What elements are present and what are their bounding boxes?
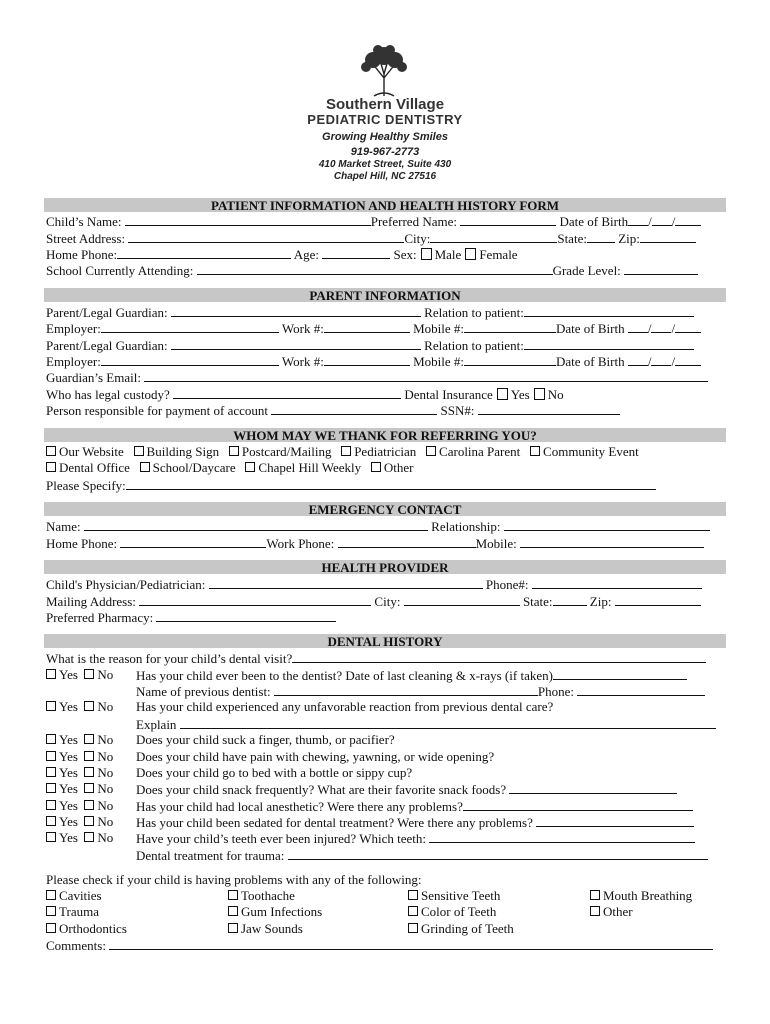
- preferred-name-field[interactable]: [460, 213, 556, 226]
- emergency-relationship-field[interactable]: [504, 518, 710, 531]
- row-explain: Explain: [136, 716, 716, 732]
- q4-no-checkbox[interactable]: [84, 751, 94, 761]
- q6-no-checkbox[interactable]: [84, 783, 94, 793]
- q7-yes-checkbox[interactable]: [46, 800, 56, 810]
- mobile2-field[interactable]: [464, 353, 556, 366]
- q9-field[interactable]: [429, 830, 695, 843]
- row-employer-1: Employer: Work #: Mobile #: Date of Birth / /: [46, 320, 701, 336]
- mailing-zip-field[interactable]: [615, 593, 701, 606]
- male-checkbox[interactable]: [421, 248, 432, 260]
- mouth-breathing-checkbox[interactable]: [590, 890, 600, 900]
- problem-orthodontics: Orthodontics: [46, 921, 127, 936]
- dob2-year-field[interactable]: [675, 353, 701, 366]
- row-please-specify: Please Specify:: [46, 477, 656, 493]
- please-specify-field[interactable]: [126, 477, 656, 490]
- prev-dentist-phone-field[interactable]: [577, 683, 705, 696]
- row-emergency-name: Name: Relationship:: [46, 518, 710, 534]
- mailing-city-field[interactable]: [404, 593, 520, 606]
- problem-sensitive: Sensitive Teeth: [408, 888, 500, 903]
- row-child-name: Child’s Name: Preferred Name: Date of Birth / /: [46, 213, 701, 229]
- guardian1-field[interactable]: [171, 304, 421, 317]
- q6-field[interactable]: [509, 781, 677, 794]
- q6-yes-checkbox[interactable]: [46, 783, 56, 793]
- section-patient: PATIENT INFORMATION AND HEALTH HISTORY FORM: [44, 198, 726, 212]
- section-provider: HEALTH PROVIDER: [44, 560, 726, 574]
- q8-yes-checkbox[interactable]: [46, 816, 56, 826]
- childs-name-field[interactable]: [125, 213, 371, 226]
- dob2-day-field[interactable]: [651, 353, 671, 366]
- ref-dental-office-checkbox[interactable]: [46, 462, 56, 472]
- clinic-subname: PEDIATRIC DENTISTRY: [307, 112, 463, 127]
- guardian2-field[interactable]: [171, 337, 421, 350]
- q7-field[interactable]: [463, 798, 693, 811]
- ref-other-checkbox[interactable]: [371, 462, 381, 472]
- custody-field[interactable]: [173, 386, 401, 399]
- clinic-address2: Chapel Hill, NC 27516: [333, 171, 437, 182]
- physician-field[interactable]: [209, 576, 483, 589]
- row-emergency-phones: Home Phone: Work Phone: Mobile:: [46, 535, 704, 551]
- q5-no-checkbox[interactable]: [84, 767, 94, 777]
- problems-heading: Please check if your child is having problems with any of the following:: [46, 872, 422, 887]
- emergency-home-phone-field[interactable]: [120, 535, 266, 548]
- comments-field[interactable]: [109, 937, 713, 950]
- dental-q9: Yes No Have your child’s teeth ever been injured? Which teeth:: [46, 830, 113, 845]
- problem-cavities: Cavities: [46, 888, 102, 903]
- dental-q6: Yes No Does your child snack frequently? What are their favorite snack foods?: [46, 781, 113, 796]
- ref-carolina-checkbox[interactable]: [426, 446, 436, 456]
- cavities-checkbox[interactable]: [46, 890, 56, 900]
- city-field[interactable]: [430, 230, 557, 243]
- dob1-day-field[interactable]: [651, 320, 671, 333]
- insurance-no-checkbox[interactable]: [534, 388, 545, 400]
- problem-jaw: Jaw Sounds: [228, 921, 303, 936]
- color-checkbox[interactable]: [408, 906, 418, 916]
- q5-yes-checkbox[interactable]: [46, 767, 56, 777]
- section-referral: WHOM MAY WE THANK FOR REFERRING YOU?: [44, 428, 726, 442]
- row-comments: Comments:: [46, 937, 713, 953]
- emergency-work-phone-field[interactable]: [338, 535, 476, 548]
- state-field[interactable]: [587, 230, 615, 243]
- q8-no-checkbox[interactable]: [84, 816, 94, 826]
- row-employer-2: Employer: Work #: Mobile #: Date of Birth / /: [46, 353, 701, 369]
- ref-building-checkbox[interactable]: [134, 446, 144, 456]
- problem-color: Color of Teeth: [408, 904, 496, 919]
- dental-q5: Yes No Does your child go to bed with a bottle or sippy cup?: [46, 765, 113, 780]
- grade-field[interactable]: [624, 262, 698, 275]
- clinic-phone: 919-967-2773: [350, 146, 420, 158]
- other-problem-checkbox[interactable]: [590, 906, 600, 916]
- clinic-name: Southern Village: [325, 96, 445, 113]
- mobile1-field[interactable]: [464, 320, 556, 333]
- dental-q8: Yes No Has your child been sedated for dental treatment? Were there any problems?: [46, 814, 113, 829]
- dental-q4: Yes No Does your child have pain with chewing, yawning, or wide opening?: [46, 749, 113, 764]
- q3-no-checkbox[interactable]: [84, 734, 94, 744]
- q9-no-checkbox[interactable]: [84, 832, 94, 842]
- relation2-field[interactable]: [524, 337, 694, 350]
- age-field[interactable]: [322, 246, 390, 259]
- guardian-email-field[interactable]: [144, 369, 708, 382]
- problem-toothache: Toothache: [228, 888, 295, 903]
- ref-website-checkbox[interactable]: [46, 446, 56, 456]
- referral-row-2: Dental Office School/Daycare Chapel Hill Weekly Other: [46, 460, 413, 475]
- q1-field[interactable]: [553, 667, 687, 680]
- mailing-state-field[interactable]: [553, 593, 587, 606]
- toothache-checkbox[interactable]: [228, 890, 238, 900]
- ref-postcard-checkbox[interactable]: [229, 446, 239, 456]
- dob-year-field[interactable]: [675, 213, 701, 226]
- ref-pediatrician-checkbox[interactable]: [341, 446, 351, 456]
- orthodontics-checkbox[interactable]: [46, 923, 56, 933]
- row-guardian-email: Guardian’s Email:: [46, 369, 708, 385]
- problem-trauma: Trauma: [46, 904, 99, 919]
- sensitive-checkbox[interactable]: [408, 890, 418, 900]
- ssn-field[interactable]: [478, 402, 620, 415]
- q2-yes-checkbox[interactable]: [46, 701, 56, 711]
- row-dental-trauma: Dental treatment for trauma:: [136, 847, 708, 863]
- dob1-year-field[interactable]: [675, 320, 701, 333]
- row-prev-dentist: Name of previous dentist: Phone:: [136, 683, 705, 699]
- row-responsible: Person responsible for payment of account SSN#:: [46, 402, 620, 418]
- dental-q3: Yes No Does your child suck a finger, thumb, or pacifier?: [46, 732, 113, 747]
- problem-grinding: Grinding of Teeth: [408, 921, 514, 936]
- row-home-phone: Home Phone: Age: Sex: Male Female: [46, 247, 518, 262]
- problem-gum: Gum Infections: [228, 904, 322, 919]
- row-custody: Who has legal custody? Dental Insurance Yes No: [46, 387, 564, 402]
- problem-mouth-breathing: Mouth Breathing: [590, 888, 692, 903]
- ref-school-checkbox[interactable]: [140, 462, 150, 472]
- ref-chapel-hill-checkbox[interactable]: [245, 462, 255, 472]
- dob1-month-field[interactable]: [628, 320, 648, 333]
- q1-no-checkbox[interactable]: [84, 669, 94, 679]
- problem-other: Other: [590, 904, 633, 919]
- q8-field[interactable]: [536, 814, 694, 827]
- zip-field[interactable]: [640, 230, 696, 243]
- prev-dentist-field[interactable]: [274, 683, 538, 696]
- emergency-mobile-field[interactable]: [520, 535, 704, 548]
- clinic-tagline: Growing Healthy Smiles: [322, 131, 448, 143]
- dob-month-field[interactable]: [628, 213, 648, 226]
- dob-day-field[interactable]: [652, 213, 672, 226]
- row-reason: What is the reason for your child’s dental visit?: [46, 650, 706, 666]
- row-guardian-2: Parent/Legal Guardian: Relation to patient:: [46, 337, 694, 353]
- dob2-month-field[interactable]: [628, 353, 648, 366]
- q3-yes-checkbox[interactable]: [46, 734, 56, 744]
- q7-no-checkbox[interactable]: [84, 800, 94, 810]
- q1-yes-checkbox[interactable]: [46, 669, 56, 679]
- row-pharmacy: Preferred Pharmacy:: [46, 609, 336, 625]
- mailing-field[interactable]: [139, 593, 371, 606]
- emergency-name-field[interactable]: [84, 518, 428, 531]
- reason-field[interactable]: [292, 650, 706, 663]
- female-checkbox[interactable]: [465, 248, 476, 260]
- section-dental: DENTAL HISTORY: [44, 634, 726, 648]
- physician-phone-field[interactable]: [532, 576, 702, 589]
- ref-community-checkbox[interactable]: [530, 446, 540, 456]
- gum-checkbox[interactable]: [228, 906, 238, 916]
- jaw-checkbox[interactable]: [228, 923, 238, 933]
- school-field[interactable]: [197, 262, 553, 275]
- work1-field[interactable]: [324, 320, 410, 333]
- dental-q2: Yes No Has your child experienced any unfavorable reaction from previous dental care?: [46, 699, 113, 714]
- street-field[interactable]: [128, 230, 404, 243]
- relation1-field[interactable]: [524, 304, 694, 317]
- q2-no-checkbox[interactable]: [84, 701, 94, 711]
- home-phone-field[interactable]: [117, 246, 291, 259]
- row-guardian-1: Parent/Legal Guardian: Relation to patient:: [46, 304, 694, 320]
- employer2-field[interactable]: [101, 353, 279, 366]
- responsible-field[interactable]: [271, 402, 437, 415]
- clinic-address1: 410 Market Street, Suite 430: [318, 159, 452, 170]
- row-street: Street Address: City: State: Zip:: [46, 230, 696, 246]
- dental-q1: Yes No Has your child ever been to the dentist? Date of last cleaning & x-rays (if taken): [46, 667, 113, 682]
- referral-row-1: Our Website Building Sign Postcard/Mailing Pediatrician Carolina Parent Community Event: [46, 444, 639, 459]
- insurance-yes-checkbox[interactable]: [497, 388, 508, 400]
- section-parent: PARENT INFORMATION: [44, 288, 726, 302]
- work2-field[interactable]: [324, 353, 410, 366]
- dental-q7: Yes No Has your child had local anesthetic? Were there any problems?: [46, 798, 113, 813]
- section-emergency: EMERGENCY CONTACT: [44, 502, 726, 516]
- row-mailing: Mailing Address: City: State: Zip:: [46, 593, 701, 609]
- explain-field[interactable]: [180, 716, 716, 729]
- q9-yes-checkbox[interactable]: [46, 832, 56, 842]
- dental-trauma-field[interactable]: [288, 847, 708, 860]
- row-physician: Child's Physician/Pediatrician: Phone#:: [46, 576, 702, 592]
- trauma-checkbox[interactable]: [46, 906, 56, 916]
- grinding-checkbox[interactable]: [408, 923, 418, 933]
- row-school: School Currently Attending: Grade Level:: [46, 262, 698, 278]
- pharmacy-field[interactable]: [156, 609, 336, 622]
- q4-yes-checkbox[interactable]: [46, 751, 56, 761]
- employer1-field[interactable]: [101, 320, 279, 333]
- tree-icon: [318, 38, 450, 98]
